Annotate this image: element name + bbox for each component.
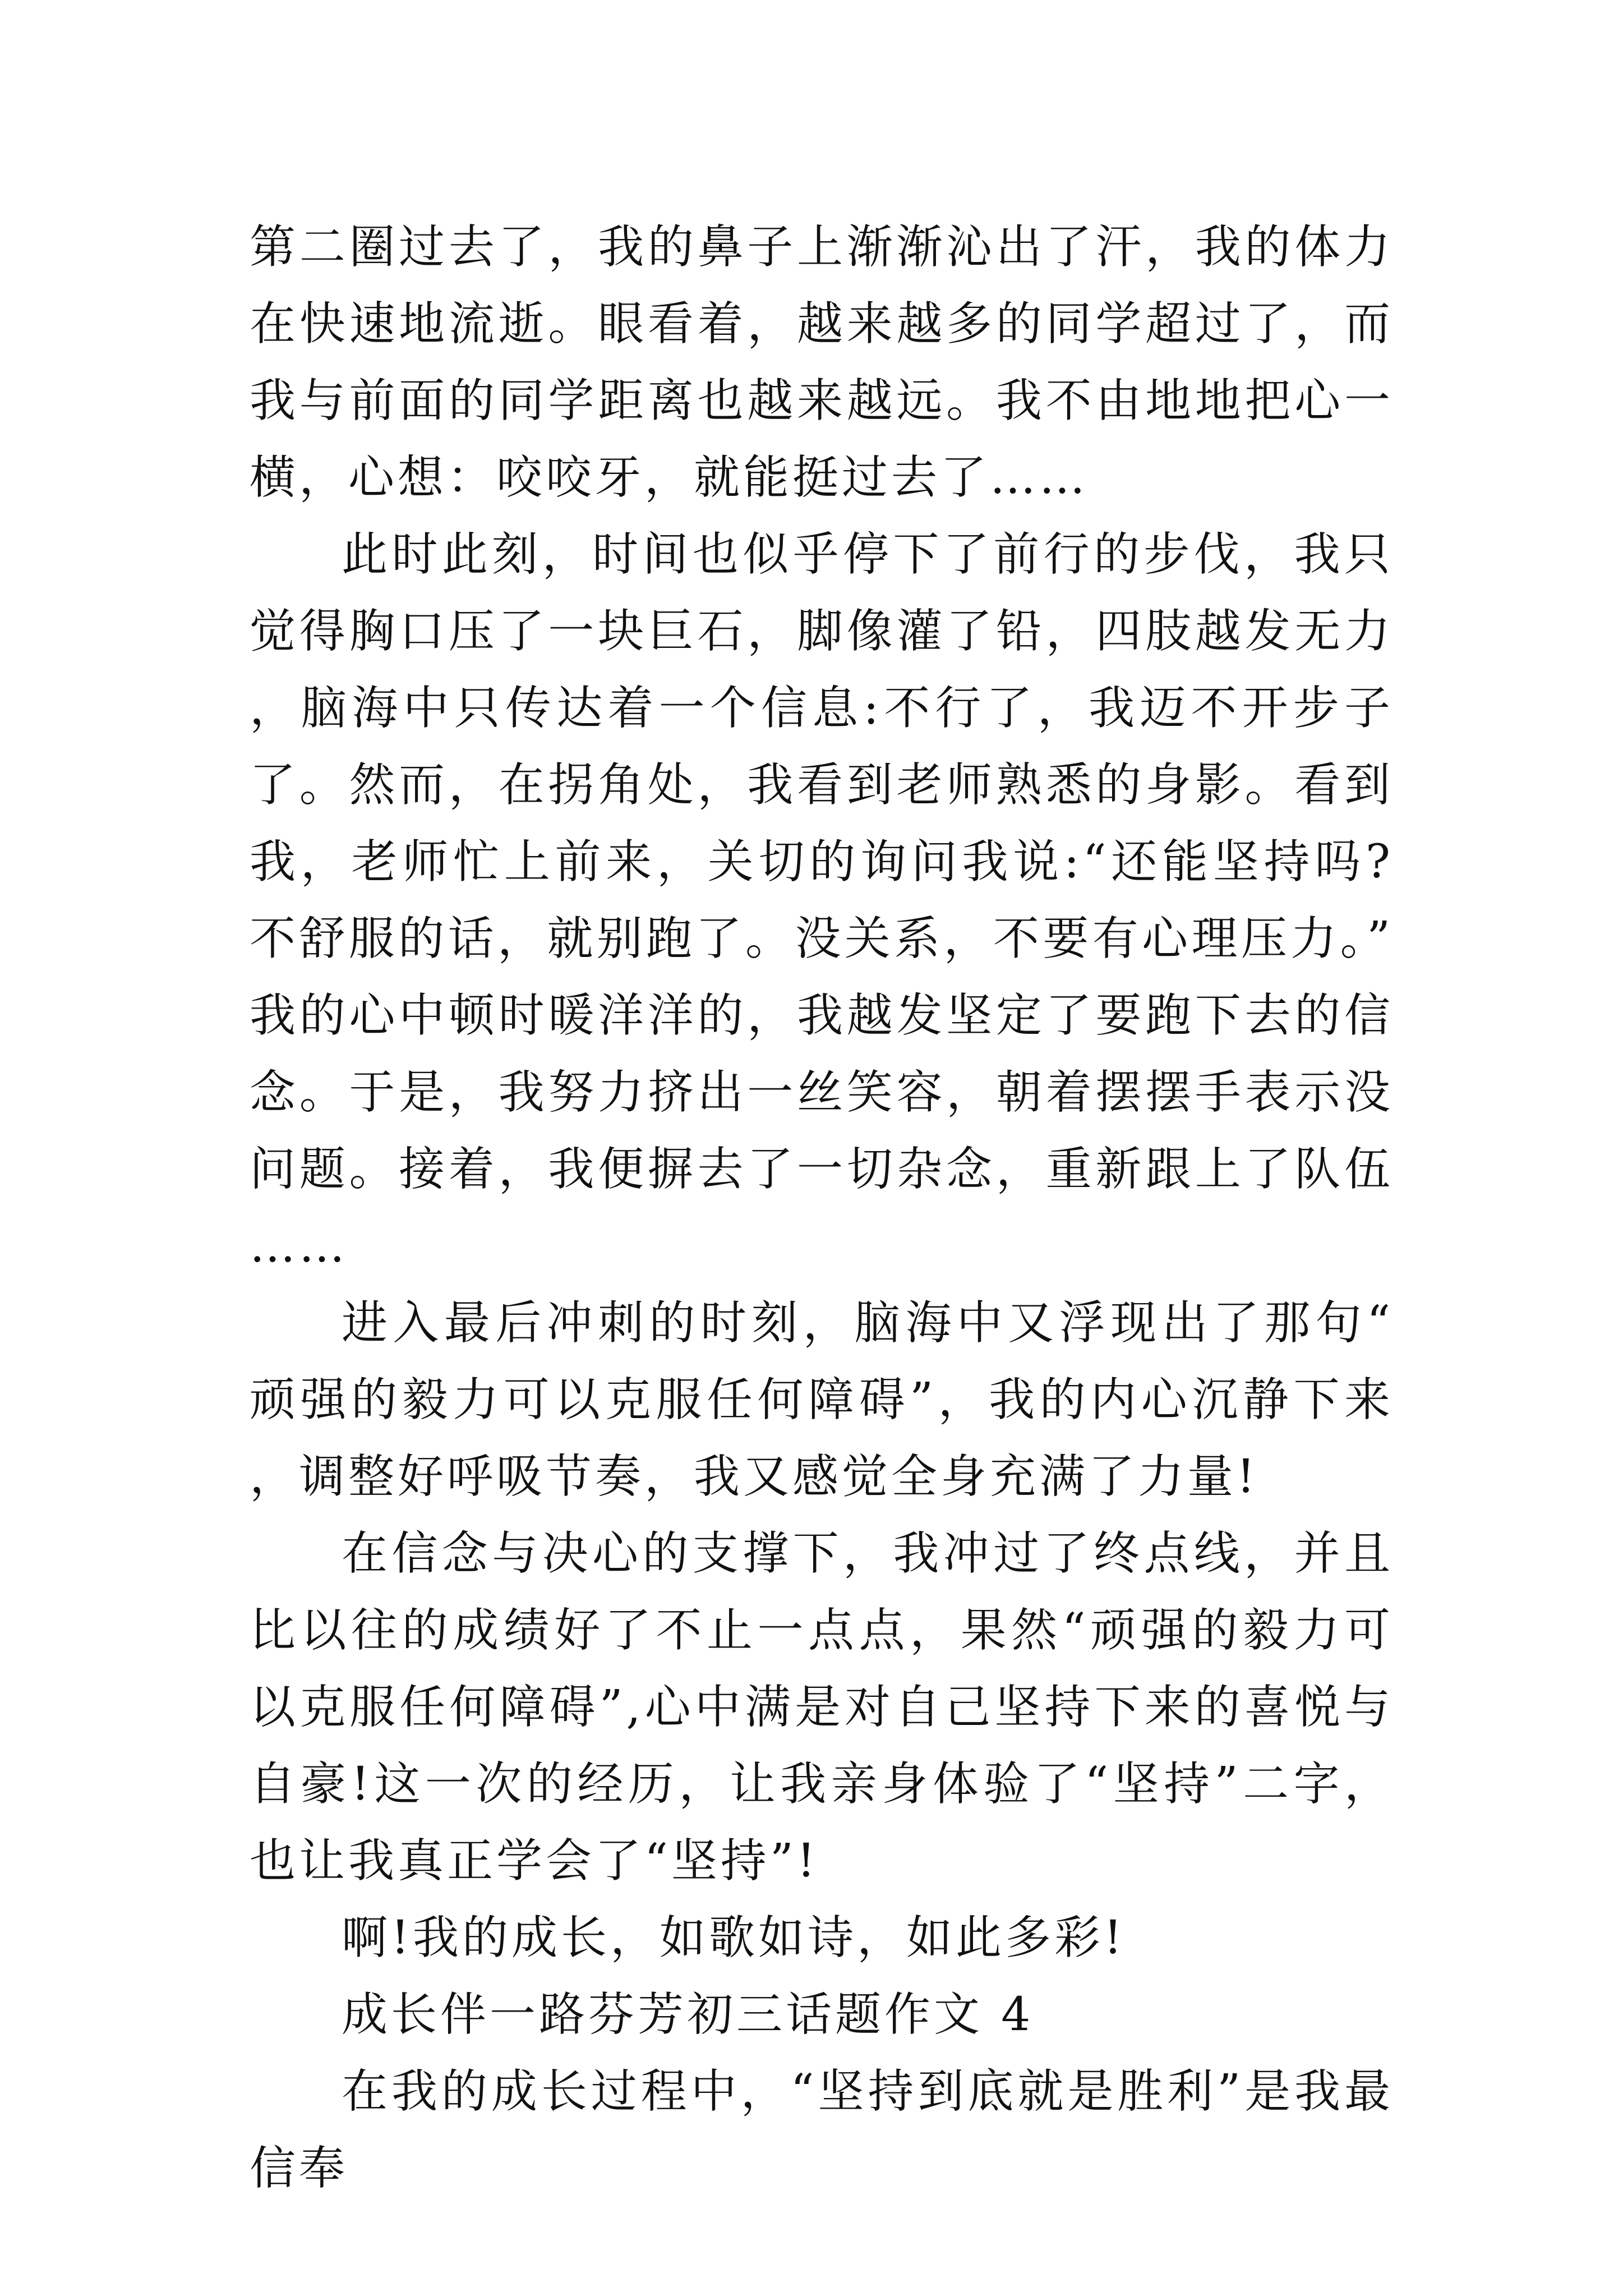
paragraph-5: 啊!我的成长，如歌如诗，如此多彩! [342, 1911, 1126, 1964]
paragraph-2: 此时此刻，时间也似乎停下了前行的步伐，我只觉得胸口压了一块巨石，脚像灌了铅，四肢越发无力，脑海中只传达着一个信息:不行了，我迈不开步子了。然而，在拐角处，我看到老师熟悉的身影。看到我，老师忙上前来，关切的询问我说:“还能坚持吗?不舒服的话，就别跑了。没关系，不要有心理压力。”我的心中顿时暖洋洋的，我越发坚定了要跑下去的信念。于是，我努力挤出一丝笑容，朝着摆摆手表示没问题。接着，我便摒去了一切杂念，重新跟上了队伍…… [250, 528, 1394, 1273]
paragraph-6: 在我的成长过程中，“坚持到底就是胜利”是我最信奉 [250, 2065, 1394, 2195]
paragraph-1: 第二圈过去了，我的鼻子上渐渐沁出了汗，我的体力在快速地流逝。眼看着，越来越多的同学超过了，而我与前面的同学距离也越来越远。我不由地地把心一横，心想：咬咬牙，就能挺过去了…… [250, 220, 1394, 504]
document-body [250, 209, 1394, 2207]
paragraph-4: 在信念与决心的支撑下，我冲过了终点线，并且比以往的成绩好了不止一点点，果然“顽强的毅力可以克服任何障碍”,心中满是对自己坚持下来的喜悦与自豪!这一次的经历，让我亲身体验了“坚持”二字，也让我真正学会了“坚持”! [250, 1527, 1394, 1888]
paragraph-3: 进入最后冲刺的时刻，脑海中又浮现出了那句“顽强的毅力可以克服任何障碍”，我的内心沉静下来，调整好呼吸节奏，我又感觉全身充满了力量! [250, 1296, 1394, 1503]
section-heading: 成长伴一路芬芳初三话题作文 4 [342, 1988, 1034, 2041]
